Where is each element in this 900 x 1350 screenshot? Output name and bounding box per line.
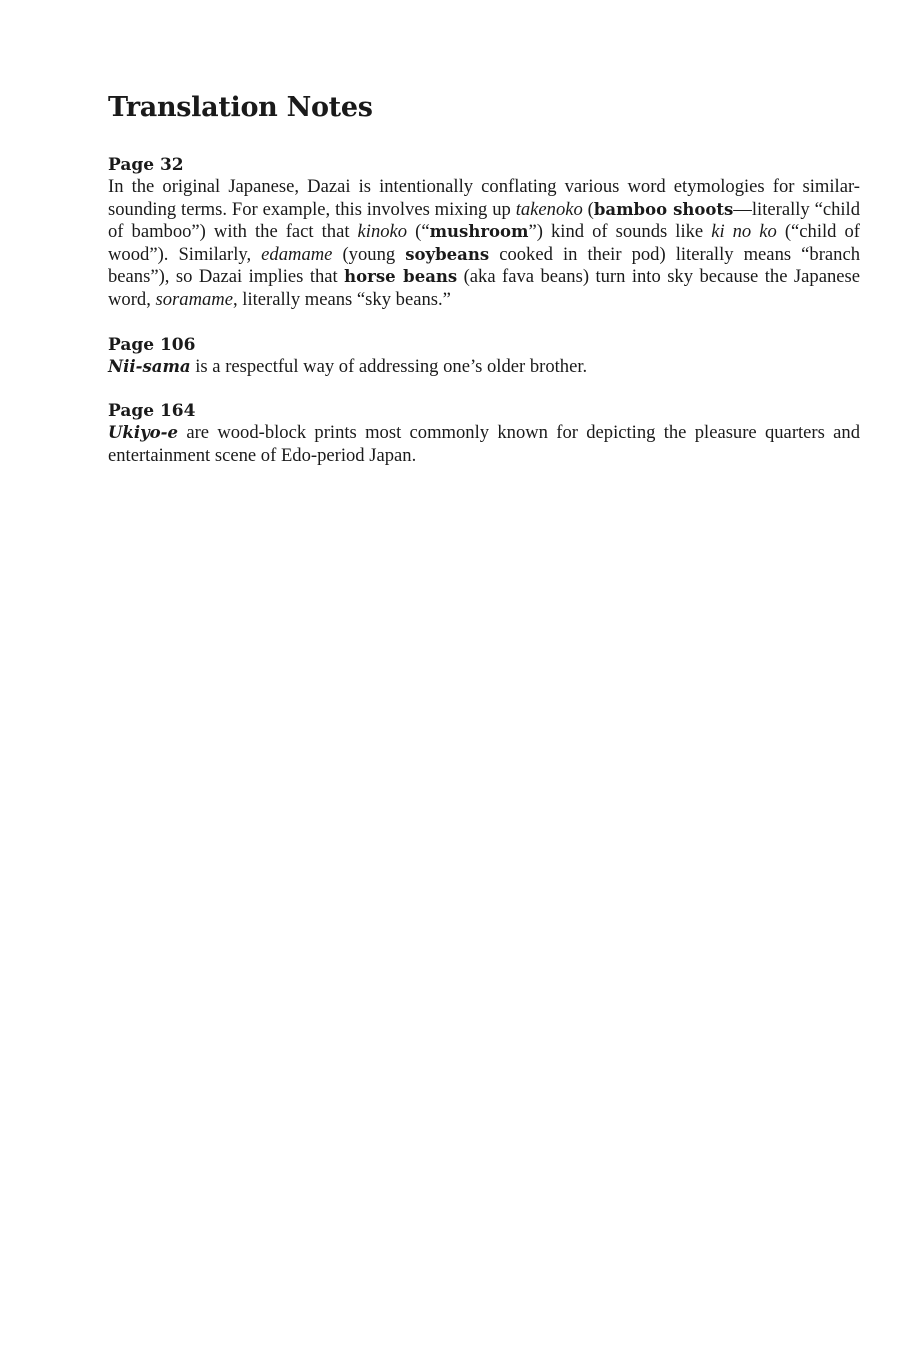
translation-note [108, 154, 860, 312]
note-body [108, 356, 860, 379]
note-body [108, 176, 860, 312]
note-term: soybeans [405, 244, 490, 264]
note-term: horse beans [344, 267, 458, 287]
note-text: (young [332, 243, 406, 265]
note-page-heading: Page 164 [108, 401, 196, 422]
note-term: bamboo shoots [593, 199, 734, 219]
note-text: (aka fava beans) turn into sky because the Japanese word, [108, 266, 860, 310]
note-body [108, 422, 860, 467]
note-text: ”) kind of sounds like [528, 221, 712, 243]
note-term: Nii-sama [108, 356, 191, 376]
note-term: takenoko [515, 198, 583, 220]
note-text: cooked in their pod) literally means “branch beans”), so Dazai implies that [108, 243, 860, 288]
note-term: mushroom [429, 222, 529, 242]
note-term: kinoko [357, 221, 408, 243]
notes-list [108, 154, 860, 467]
page-title: Translation Notes [108, 92, 373, 123]
note-term: soramame [155, 288, 233, 310]
note-text: is a respectful way of addressing one’s older brother. [190, 355, 588, 377]
note-term: ki no ko [711, 221, 777, 243]
note-term: edamame [261, 243, 333, 265]
note-text: (“ [407, 221, 430, 243]
note-text: ( [582, 198, 594, 220]
note-text: are wood-block prints most commonly known for depicting the pleasure quarters and entertainment scene of Edo-period Japan. [108, 422, 860, 466]
translation-note [108, 334, 860, 379]
note-text: In the original Japanese, Dazai is intentionally conflating various word etymologies for similar-sounding terms. For example, this involves mixing up [108, 176, 860, 220]
translation-notes-page [108, 88, 860, 489]
note-text: (“child of wood”). Similarly, [108, 221, 860, 265]
note-page-heading: Page 32 [108, 155, 184, 175]
note-text: , literally means “sky beans.” [233, 288, 451, 310]
translation-note [108, 400, 860, 467]
note-term: Ukiyo-e [108, 423, 179, 443]
note-page-heading: Page 106 [108, 334, 196, 355]
note-text: —literally “child of bamboo”) with the fact that [108, 198, 860, 243]
